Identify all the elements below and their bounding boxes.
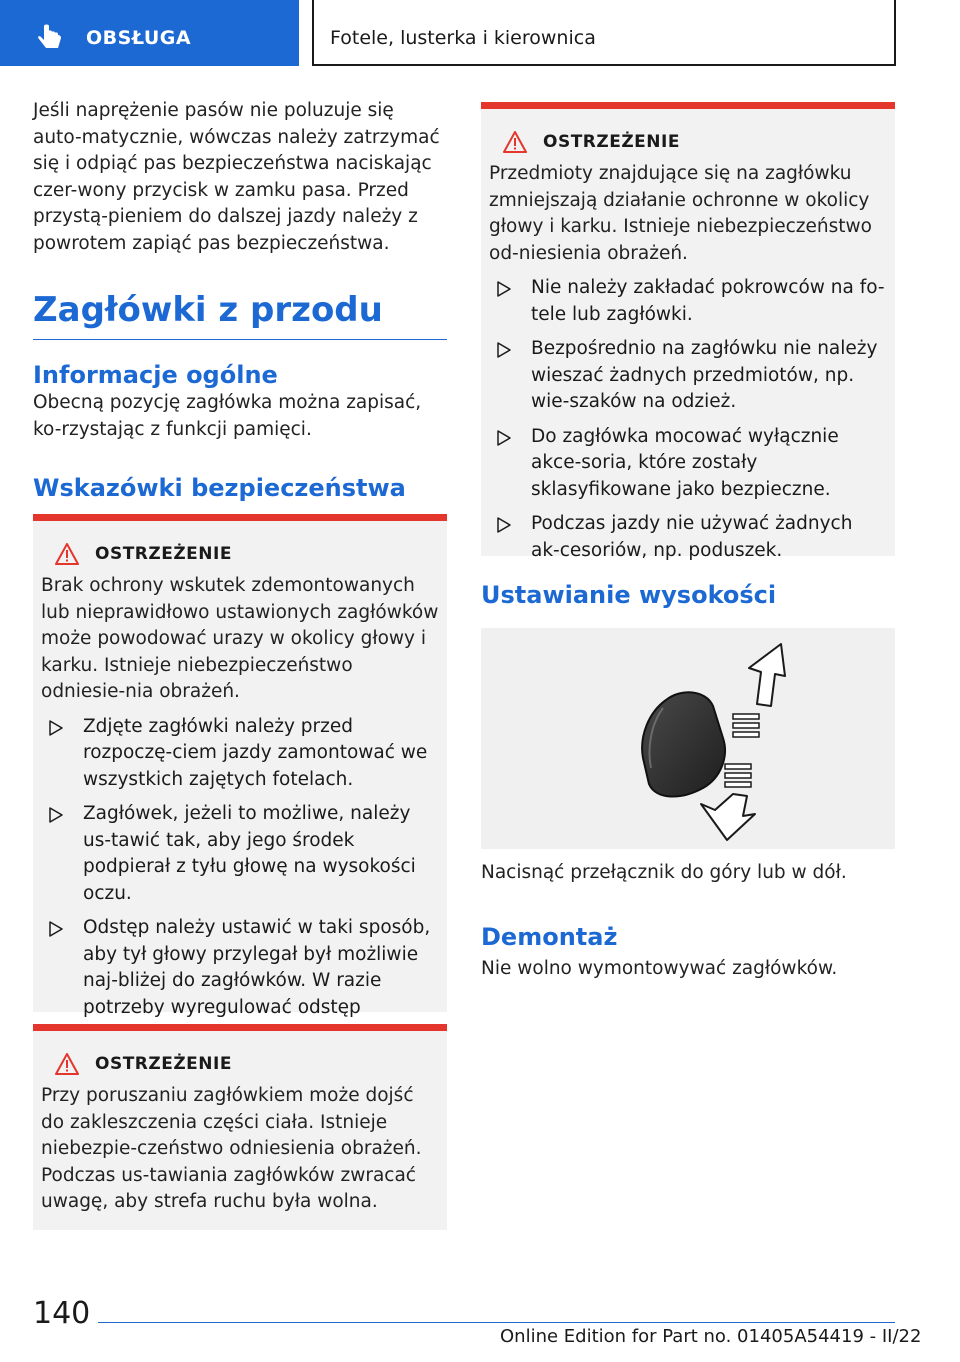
list-item bbox=[41, 714, 439, 794]
triangle-bullet-icon bbox=[49, 807, 63, 823]
triangle-bullet-icon bbox=[497, 281, 511, 297]
chapter-title-box bbox=[312, 0, 896, 66]
height-text-block bbox=[481, 860, 895, 887]
list-item bbox=[489, 511, 887, 564]
safety-heading: Wskazówki bezpieczeństwa bbox=[33, 474, 406, 502]
triangle-bullet-icon bbox=[49, 921, 63, 937]
list-item bbox=[489, 424, 887, 504]
list-item-text: Zdjęte zagłówki należy przed rozpoczę-ciem jazdy zamontować we wszystkich zajętych fotelach. bbox=[83, 715, 428, 790]
hand-pointer-icon bbox=[34, 22, 66, 54]
intro-text: Jeśli naprężenie pasów nie poluzuje się auto-matycznie, wówczas należy zatrzymać się i odpiąć pas bezpieczeństwa naciskając czer-wony przycisk w zamku pasa. Przed przystą-pieniem do dalszej jazdy należy z powrotem zapiąć pas bezpieczeństwa. bbox=[33, 100, 440, 254]
warning-text: Przedmioty znajdujące się na zagłówku zmniejszają działanie ochronne w okolicy głowy i karku. Istnieje niebezpieczeństwo od-niesienia obrażeń. bbox=[489, 163, 872, 264]
chapter-title: Fotele, lusterka i kierownica bbox=[330, 27, 596, 49]
removal-text: Nie wolno wymontowywać zagłówków. bbox=[481, 958, 838, 979]
footer-rule bbox=[98, 1322, 895, 1323]
list-item bbox=[489, 275, 887, 328]
list-item-text: Odstęp należy ustawić w taki sposób, aby tył głowy przylegał był możliwie naj-bliżej do zagłówków. W razie potrzeby wyregulować odstęp bbox=[83, 917, 431, 1018]
warning-list bbox=[41, 714, 439, 1048]
warning-box-1 bbox=[33, 514, 447, 1018]
general-heading: Informacje ogólne bbox=[33, 361, 278, 389]
height-text: Nacisnąć przełącznik do góry lub w dół. bbox=[481, 862, 847, 883]
height-heading-block bbox=[481, 580, 895, 610]
removal-heading: Demontaż bbox=[481, 923, 618, 951]
warning-triangle-icon bbox=[503, 131, 527, 153]
list-item-text: Podczas jazdy nie używać żadnych ak-cesoriów, np. poduszek. bbox=[531, 513, 853, 561]
warning-header bbox=[55, 1053, 439, 1075]
warning-triangle-icon bbox=[55, 543, 79, 565]
main-heading-block bbox=[33, 290, 447, 330]
section-label: OBSŁUGA bbox=[86, 27, 192, 49]
triangle-bullet-icon bbox=[497, 342, 511, 358]
list-item-text: Nie należy zakładać pokrowców na fo-tele lub zagłówki. bbox=[531, 277, 885, 325]
warning-header bbox=[503, 131, 887, 153]
warning-header bbox=[55, 543, 439, 565]
warning-list bbox=[489, 275, 887, 564]
safety-heading-block bbox=[33, 473, 447, 503]
heading-rule bbox=[33, 339, 447, 340]
list-item-text: Do zagłówka mocować wyłącznie akce-soria, które zostały sklasyfikowane jako bezpieczne. bbox=[531, 425, 839, 500]
triangle-bullet-icon bbox=[497, 430, 511, 446]
removal-section bbox=[481, 922, 895, 983]
list-item bbox=[41, 801, 439, 907]
warning-text: Przy poruszaniu zagłówkiem może dojść do zakleszczenia części ciała. Istnieje niebezpie-czeństwo odniesienia obrażeń. Podczas us-tawiania zagłówków zwracać uwagę, aby strefa ruchu była wolna. bbox=[41, 1085, 422, 1212]
warning-label: OSTRZEŻENIE bbox=[95, 1054, 232, 1074]
headrest-switch-illustration bbox=[481, 628, 895, 849]
page-number: 140 bbox=[33, 1296, 91, 1331]
warning-box-2 bbox=[33, 1024, 447, 1230]
headrest-switch-icon bbox=[481, 628, 895, 849]
warning-triangle-icon bbox=[55, 1053, 79, 1075]
triangle-bullet-icon bbox=[49, 720, 63, 736]
main-heading: Zagłówki z przodu bbox=[33, 290, 383, 330]
general-section bbox=[33, 360, 447, 443]
warning-label: OSTRZEŻENIE bbox=[543, 132, 680, 152]
list-item bbox=[489, 336, 887, 416]
section-tab[interactable] bbox=[0, 0, 299, 66]
warning-text: Brak ochrony wskutek zdemontowanych lub nieprawidłowo ustawionych zagłówków może powodować urazy w okolicy głowy i karku. Istnieje niebezpieczeństwo odniesie-nia obrażeń. bbox=[41, 575, 439, 702]
warning-label: OSTRZEŻENIE bbox=[95, 544, 232, 564]
height-heading: Ustawianie wysokości bbox=[481, 581, 777, 609]
list-item-text: Bezpośrednio na zagłówku nie należy wieszać żadnych przedmiotów, np. wie-szaków na odzież. bbox=[531, 338, 878, 412]
general-text: Obecną pozycję zagłówka można zapisać, ko-rzystając z funkcji pamięci. bbox=[33, 392, 422, 440]
edition-text: Online Edition for Part no. 01405A54419 - II/22 bbox=[500, 1326, 922, 1347]
triangle-bullet-icon bbox=[497, 517, 511, 533]
intro-paragraph bbox=[33, 98, 447, 257]
list-item-text: Zagłówek, jeżeli to możliwe, należy us-tawić tak, aby jego środek podpierał z tyłu głowę na wysokości oczu. bbox=[83, 803, 416, 904]
warning-box-3 bbox=[481, 102, 895, 561]
